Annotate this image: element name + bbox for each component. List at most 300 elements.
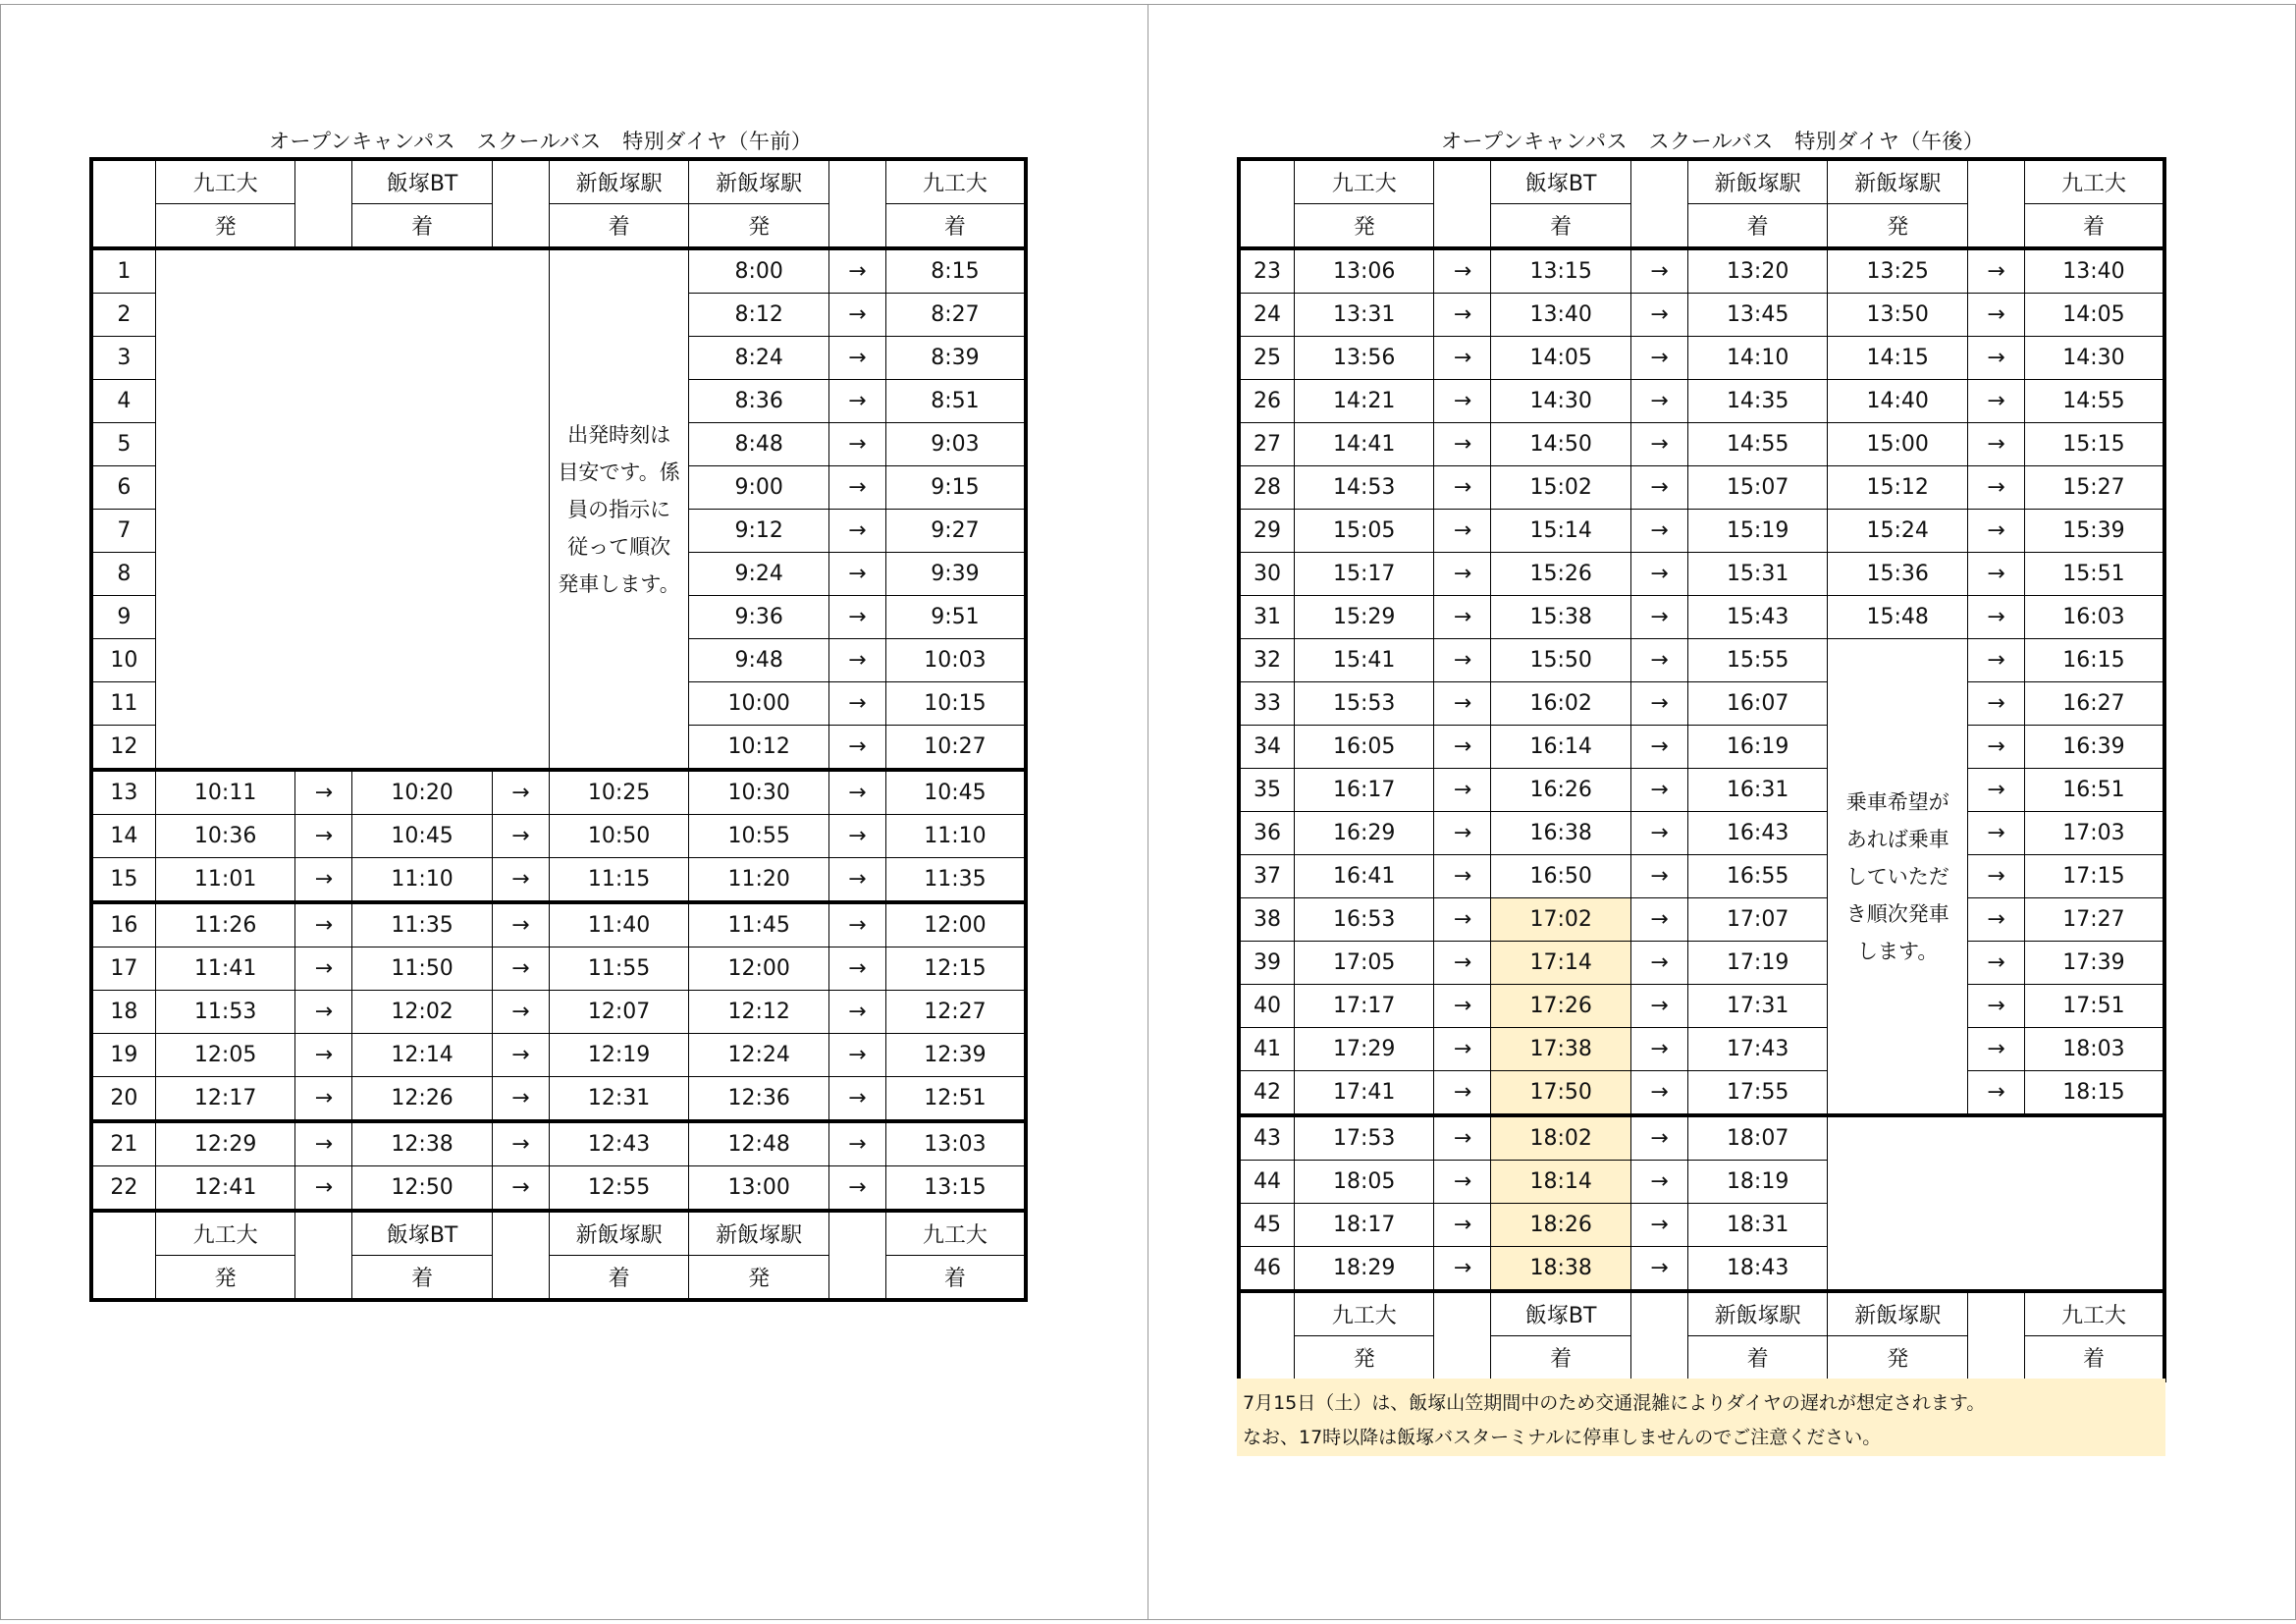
header-gap	[295, 1211, 352, 1300]
time-cell: 17:14	[1491, 942, 1631, 985]
header-action: 発	[689, 204, 829, 249]
arrow-icon: →	[492, 1077, 549, 1122]
arrow-icon: →	[1967, 423, 2024, 466]
arrow-icon: →	[295, 902, 352, 947]
time-cell: 10:27	[885, 726, 1026, 771]
header-action: 着	[1687, 204, 1828, 249]
time-cell: 12:27	[885, 991, 1026, 1034]
time-cell: 17:17	[1294, 985, 1434, 1028]
time-cell: 16:29	[1294, 812, 1434, 855]
arrow-icon: →	[828, 553, 885, 596]
schedule-note: 出発時刻は目安です。係員の指示に従って順次発車します。	[549, 248, 689, 770]
time-cell: 15:07	[1687, 466, 1828, 510]
arrow-icon: →	[1630, 898, 1687, 942]
header-station: 飯塚BT	[1491, 159, 1631, 204]
time-cell: 15:17	[1294, 553, 1434, 596]
row-number: 32	[1239, 639, 1294, 682]
time-cell: 16:50	[1491, 855, 1631, 898]
header-row-stations-bottom	[1239, 1291, 2164, 1336]
time-cell: 17:39	[2024, 942, 2164, 985]
timetable-row	[1239, 466, 2164, 510]
header-corner	[91, 1211, 155, 1300]
time-cell: 15:51	[2024, 553, 2164, 596]
time-cell: 16:43	[1687, 812, 1828, 855]
time-cell: 10:55	[689, 815, 829, 858]
arrow-icon: →	[1434, 1028, 1491, 1071]
arrow-icon: →	[492, 858, 549, 903]
arrow-icon: →	[828, 466, 885, 510]
time-cell: 15:39	[2024, 510, 2164, 553]
row-number: 1	[91, 248, 155, 294]
arrow-icon: →	[1434, 898, 1491, 942]
header-row-actions-top	[1239, 204, 2164, 249]
time-cell: 18:38	[1491, 1247, 1631, 1292]
timetable-row	[1239, 380, 2164, 423]
row-number: 37	[1239, 855, 1294, 898]
row-number: 44	[1239, 1161, 1294, 1204]
arrow-icon: →	[828, 858, 885, 903]
arrow-icon: →	[1967, 510, 2024, 553]
time-cell: 13:31	[1294, 294, 1434, 337]
arrow-icon: →	[828, 294, 885, 337]
row-number: 19	[91, 1034, 155, 1077]
arrow-icon: →	[1434, 596, 1491, 639]
arrow-icon: →	[1434, 1204, 1491, 1247]
time-cell: 15:15	[2024, 423, 2164, 466]
arrow-icon: →	[828, 510, 885, 553]
arrow-icon: →	[1967, 466, 2024, 510]
timetable-pm	[1237, 157, 2166, 1382]
header-gap	[1630, 159, 1687, 248]
time-cell: 10:11	[155, 770, 295, 815]
time-cell: 10:03	[885, 639, 1026, 682]
time-cell: 12:12	[689, 991, 829, 1034]
header-station: 飯塚BT	[1491, 1291, 1631, 1336]
time-cell: 12:50	[352, 1166, 493, 1212]
row-number: 29	[1239, 510, 1294, 553]
arrow-icon: →	[1967, 1071, 2024, 1116]
arrow-icon: →	[492, 1166, 549, 1212]
row-number: 43	[1239, 1115, 1294, 1161]
time-cell: 12:36	[689, 1077, 829, 1122]
header-station: 新飯塚駅	[549, 1211, 689, 1256]
timetable-row	[1239, 553, 2164, 596]
time-cell: 16:02	[1491, 682, 1631, 726]
arrow-icon: →	[492, 815, 549, 858]
time-cell: 13:40	[1491, 294, 1631, 337]
arrow-icon: →	[1967, 812, 2024, 855]
time-cell: 12:15	[885, 947, 1026, 991]
timetable-row	[1239, 855, 2164, 898]
arrow-icon: →	[1434, 380, 1491, 423]
header-station: 九工大	[155, 159, 295, 204]
time-cell: 11:53	[155, 991, 295, 1034]
time-cell: 12:39	[885, 1034, 1026, 1077]
time-cell: 18:15	[2024, 1071, 2164, 1116]
time-cell: 17:53	[1294, 1115, 1434, 1161]
arrow-icon: →	[1967, 942, 2024, 985]
header-station: 九工大	[1294, 1291, 1434, 1336]
row-number: 13	[91, 770, 155, 815]
time-cell: 12:55	[549, 1166, 689, 1212]
time-cell: 16:14	[1491, 726, 1631, 769]
time-cell: 8:15	[885, 248, 1026, 294]
row-number: 17	[91, 947, 155, 991]
header-action: 発	[155, 204, 295, 249]
time-cell: 13:03	[885, 1121, 1026, 1166]
timetable-row	[1239, 985, 2164, 1028]
blank-area	[155, 248, 549, 770]
arrow-icon: →	[1967, 898, 2024, 942]
header-action: 着	[885, 204, 1026, 249]
arrow-icon: →	[1967, 380, 2024, 423]
time-cell: 18:26	[1491, 1204, 1631, 1247]
time-cell: 11:15	[549, 858, 689, 903]
time-cell: 18:03	[2024, 1028, 2164, 1071]
header-station: 九工大	[155, 1211, 295, 1256]
row-number: 12	[91, 726, 155, 771]
arrow-icon: →	[1434, 510, 1491, 553]
time-cell: 11:45	[689, 902, 829, 947]
time-cell: 10:45	[352, 815, 493, 858]
header-action: 発	[689, 1256, 829, 1301]
arrow-icon: →	[1434, 985, 1491, 1028]
time-cell: 14:21	[1294, 380, 1434, 423]
arrow-icon: →	[1434, 553, 1491, 596]
header-station: 新飯塚駅	[1687, 1291, 1828, 1336]
time-cell: 15:48	[1828, 596, 1968, 639]
header-action: 着	[1687, 1336, 1828, 1381]
arrow-icon: →	[1434, 1247, 1491, 1292]
time-cell: 14:35	[1687, 380, 1828, 423]
time-cell: 9:48	[689, 639, 829, 682]
time-cell: 17:07	[1687, 898, 1828, 942]
arrow-icon: →	[295, 1121, 352, 1166]
header-gap	[1434, 159, 1491, 248]
arrow-icon: →	[1434, 1115, 1491, 1161]
arrow-icon: →	[1967, 294, 2024, 337]
arrow-icon: →	[828, 1166, 885, 1212]
time-cell: 18:43	[1687, 1247, 1828, 1292]
arrow-icon: →	[1434, 294, 1491, 337]
time-cell: 12:24	[689, 1034, 829, 1077]
time-cell: 15:02	[1491, 466, 1631, 510]
time-cell: 17:26	[1491, 985, 1631, 1028]
time-cell: 9:12	[689, 510, 829, 553]
time-cell: 14:55	[2024, 380, 2164, 423]
time-cell: 8:24	[689, 337, 829, 380]
arrow-icon: →	[828, 991, 885, 1034]
header-station: 新飯塚駅	[1687, 159, 1828, 204]
time-cell: 9:39	[885, 553, 1026, 596]
time-cell: 11:01	[155, 858, 295, 903]
arrow-icon: →	[1434, 466, 1491, 510]
row-number: 8	[91, 553, 155, 596]
row-number: 35	[1239, 769, 1294, 812]
row-number: 45	[1239, 1204, 1294, 1247]
time-cell: 17:15	[2024, 855, 2164, 898]
time-cell: 15:24	[1828, 510, 1968, 553]
time-cell: 16:05	[1294, 726, 1434, 769]
timetable-am	[89, 157, 1028, 1302]
time-cell: 8:00	[689, 248, 829, 294]
time-cell: 14:30	[2024, 337, 2164, 380]
time-cell: 11:10	[352, 858, 493, 903]
timetable-row	[1239, 769, 2164, 812]
header-action: 着	[352, 1256, 493, 1301]
time-cell: 14:05	[2024, 294, 2164, 337]
time-cell: 13:50	[1828, 294, 1968, 337]
row-number: 22	[91, 1166, 155, 1212]
header-row-stations-bottom	[91, 1211, 1026, 1256]
header-corner	[1239, 1291, 1294, 1380]
time-cell: 16:39	[2024, 726, 2164, 769]
arrow-icon: →	[492, 991, 549, 1034]
arrow-icon: →	[1967, 553, 2024, 596]
header-gap	[492, 1211, 549, 1300]
timetable-row	[91, 858, 1026, 903]
arrow-icon: →	[492, 902, 549, 947]
timetable-row	[91, 1166, 1026, 1212]
header-row-stations-top	[91, 159, 1026, 204]
arrow-icon: →	[1630, 1204, 1687, 1247]
time-cell: 13:00	[689, 1166, 829, 1212]
time-cell: 16:03	[2024, 596, 2164, 639]
row-number: 18	[91, 991, 155, 1034]
time-cell: 17:41	[1294, 1071, 1434, 1116]
row-number: 38	[1239, 898, 1294, 942]
arrow-icon: →	[1967, 855, 2024, 898]
time-cell: 17:38	[1491, 1028, 1631, 1071]
arrow-icon: →	[1967, 639, 2024, 682]
header-corner	[1239, 159, 1294, 248]
time-cell: 14:53	[1294, 466, 1434, 510]
header-row-stations-top	[1239, 159, 2164, 204]
time-cell: 16:55	[1687, 855, 1828, 898]
row-number: 28	[1239, 466, 1294, 510]
arrow-icon: →	[1630, 248, 1687, 294]
time-cell: 16:53	[1294, 898, 1434, 942]
time-cell: 16:41	[1294, 855, 1434, 898]
time-cell: 13:25	[1828, 248, 1968, 294]
time-cell: 11:40	[549, 902, 689, 947]
arrow-icon: →	[1434, 726, 1491, 769]
header-action: 発	[155, 1256, 295, 1301]
time-cell: 11:10	[885, 815, 1026, 858]
row-number: 9	[91, 596, 155, 639]
time-cell: 8:12	[689, 294, 829, 337]
row-number: 24	[1239, 294, 1294, 337]
time-cell: 12:00	[689, 947, 829, 991]
arrow-icon: →	[1434, 639, 1491, 682]
header-station: 飯塚BT	[352, 1211, 493, 1256]
row-number: 36	[1239, 812, 1294, 855]
time-cell: 17:43	[1687, 1028, 1828, 1071]
arrow-icon: →	[1630, 337, 1687, 380]
blank-area	[1828, 1115, 2164, 1291]
time-cell: 12:29	[155, 1121, 295, 1166]
time-cell: 9:27	[885, 510, 1026, 553]
arrow-icon: →	[1434, 855, 1491, 898]
arrow-icon: →	[1434, 337, 1491, 380]
arrow-icon: →	[1630, 1247, 1687, 1292]
time-cell: 9:15	[885, 466, 1026, 510]
row-number: 33	[1239, 682, 1294, 726]
time-cell: 13:15	[885, 1166, 1026, 1212]
arrow-icon: →	[828, 770, 885, 815]
time-cell: 11:35	[885, 858, 1026, 903]
time-cell: 17:50	[1491, 1071, 1631, 1116]
row-number: 15	[91, 858, 155, 903]
time-cell: 17:29	[1294, 1028, 1434, 1071]
arrow-icon: →	[1630, 380, 1687, 423]
notice-line-1: 7月15日（土）は、飯塚山笠期間中のため交通混雑によりダイヤの遅れが想定されます。	[1243, 1392, 1986, 1414]
time-cell: 13:45	[1687, 294, 1828, 337]
timetable-row	[1239, 423, 2164, 466]
timetable-row	[1239, 682, 2164, 726]
row-number: 26	[1239, 380, 1294, 423]
timetable-row	[91, 770, 1026, 815]
arrow-icon: →	[828, 380, 885, 423]
timetable-row	[1239, 812, 2164, 855]
header-row-actions-bottom	[91, 1256, 1026, 1301]
row-number: 6	[91, 466, 155, 510]
time-cell: 16:15	[2024, 639, 2164, 682]
header-gap	[295, 159, 352, 248]
time-cell: 16:19	[1687, 726, 1828, 769]
time-cell: 12:43	[549, 1121, 689, 1166]
time-cell: 18:14	[1491, 1161, 1631, 1204]
header-action: 発	[1828, 204, 1968, 249]
time-cell: 9:36	[689, 596, 829, 639]
timetable-row	[1239, 337, 2164, 380]
time-cell: 12:26	[352, 1077, 493, 1122]
header-station: 九工大	[885, 159, 1026, 204]
header-station: 飯塚BT	[352, 159, 493, 204]
arrow-icon: →	[1967, 1028, 2024, 1071]
row-number: 42	[1239, 1071, 1294, 1116]
time-cell: 17:27	[2024, 898, 2164, 942]
time-cell: 18:19	[1687, 1161, 1828, 1204]
time-cell: 17:55	[1687, 1071, 1828, 1116]
time-cell: 16:51	[2024, 769, 2164, 812]
time-cell: 15:38	[1491, 596, 1631, 639]
time-cell: 8:27	[885, 294, 1026, 337]
arrow-icon: →	[1630, 553, 1687, 596]
row-number: 34	[1239, 726, 1294, 769]
arrow-icon: →	[1967, 726, 2024, 769]
time-cell: 13:56	[1294, 337, 1434, 380]
timetable-row	[91, 991, 1026, 1034]
time-cell: 12:48	[689, 1121, 829, 1166]
header-station: 新飯塚駅	[549, 159, 689, 204]
header-gap	[1434, 1291, 1491, 1380]
time-cell: 8:51	[885, 380, 1026, 423]
arrow-icon: →	[295, 1034, 352, 1077]
time-cell: 10:20	[352, 770, 493, 815]
timetable-row	[1239, 248, 2164, 294]
arrow-icon: →	[1630, 1071, 1687, 1116]
header-action: 着	[549, 1256, 689, 1301]
time-cell: 14:30	[1491, 380, 1631, 423]
notice-box	[1237, 1379, 2165, 1456]
arrow-icon: →	[828, 947, 885, 991]
timetable-title-pm: オープンキャンパス スクールバス 特別ダイヤ（午後）	[1441, 130, 1985, 153]
time-cell: 11:50	[352, 947, 493, 991]
row-number: 3	[91, 337, 155, 380]
header-gap	[1630, 1291, 1687, 1380]
row-number: 25	[1239, 337, 1294, 380]
arrow-icon: →	[1630, 726, 1687, 769]
header-station: 九工大	[2024, 159, 2164, 204]
timetable-row	[91, 947, 1026, 991]
header-corner	[91, 159, 155, 248]
header-action: 着	[2024, 204, 2164, 249]
row-number: 16	[91, 902, 155, 947]
time-cell: 12:31	[549, 1077, 689, 1122]
time-cell: 12:02	[352, 991, 493, 1034]
time-cell: 16:07	[1687, 682, 1828, 726]
timetable-row	[1239, 942, 2164, 985]
arrow-icon: →	[1630, 855, 1687, 898]
arrow-icon: →	[828, 596, 885, 639]
timetable-row	[1239, 294, 2164, 337]
arrow-icon: →	[1434, 423, 1491, 466]
time-cell: 17:03	[2024, 812, 2164, 855]
time-cell: 14:05	[1491, 337, 1631, 380]
time-cell: 15:27	[2024, 466, 2164, 510]
time-cell: 10:15	[885, 682, 1026, 726]
time-cell: 14:55	[1687, 423, 1828, 466]
timetable-row	[1239, 596, 2164, 639]
arrow-icon: →	[492, 1121, 549, 1166]
arrow-icon: →	[1630, 1028, 1687, 1071]
arrow-icon: →	[1434, 942, 1491, 985]
arrow-icon: →	[1630, 769, 1687, 812]
time-cell: 16:38	[1491, 812, 1631, 855]
timetable-row	[1239, 1028, 2164, 1071]
time-cell: 10:12	[689, 726, 829, 771]
arrow-icon: →	[828, 1121, 885, 1166]
time-cell: 12:14	[352, 1034, 493, 1077]
arrow-icon: →	[295, 1166, 352, 1212]
arrow-icon: →	[492, 947, 549, 991]
time-cell: 16:31	[1687, 769, 1828, 812]
time-cell: 15:00	[1828, 423, 1968, 466]
header-action: 発	[1828, 1336, 1968, 1381]
timetable-row	[91, 902, 1026, 947]
time-cell: 11:55	[549, 947, 689, 991]
timetable-row	[91, 248, 1026, 294]
header-action: 着	[1491, 204, 1631, 249]
arrow-icon: →	[1630, 639, 1687, 682]
time-cell: 14:41	[1294, 423, 1434, 466]
row-number: 23	[1239, 248, 1294, 294]
time-cell: 9:24	[689, 553, 829, 596]
row-number: 14	[91, 815, 155, 858]
time-cell: 8:48	[689, 423, 829, 466]
time-cell: 10:25	[549, 770, 689, 815]
header-gap	[1967, 159, 2024, 248]
timetable-row	[1239, 1115, 2164, 1161]
time-cell: 14:50	[1491, 423, 1631, 466]
time-cell: 18:31	[1687, 1204, 1828, 1247]
row-number: 41	[1239, 1028, 1294, 1071]
arrow-icon: →	[1630, 985, 1687, 1028]
row-number: 2	[91, 294, 155, 337]
time-cell: 11:26	[155, 902, 295, 947]
arrow-icon: →	[1967, 596, 2024, 639]
